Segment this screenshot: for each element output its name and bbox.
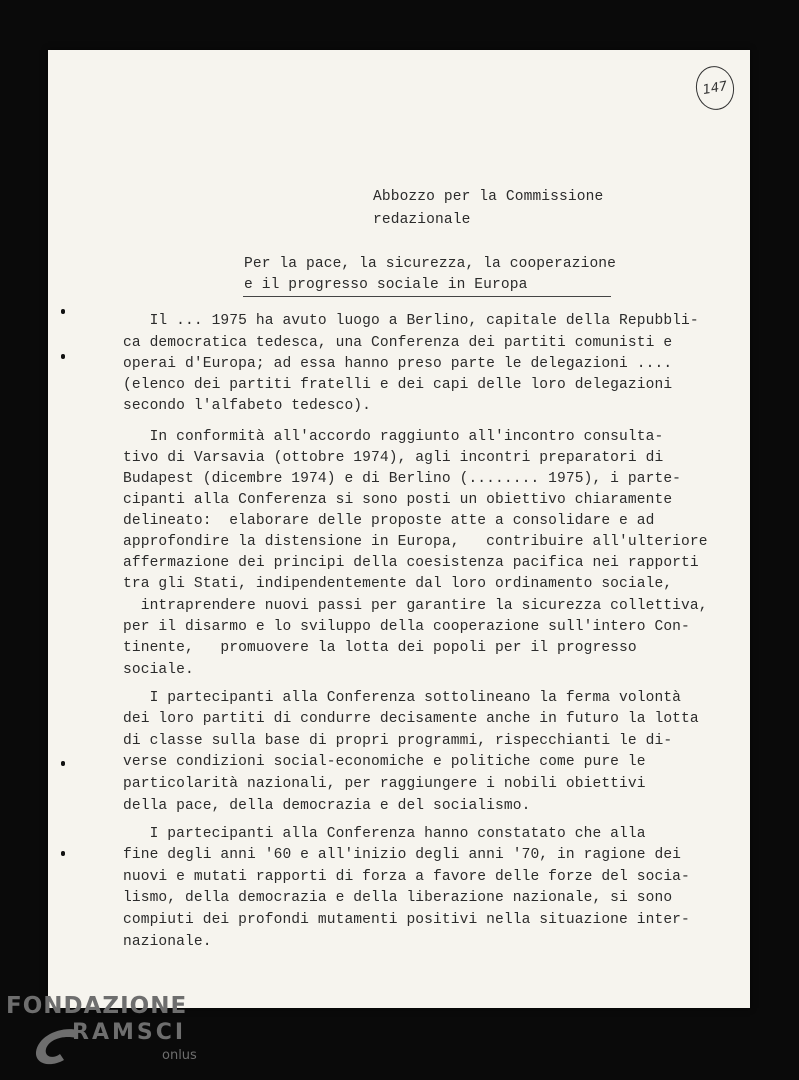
p3-line-3: di classe sulla base di propri programmi, rispecchianti le di-: [123, 733, 673, 749]
punch-mark: [61, 761, 65, 766]
p1-line-1: Il ... 1975 ha avuto luogo a Berlino, capitale della Repubbli-: [123, 313, 699, 329]
header-line-1: Abbozzo per la Commissione: [373, 189, 604, 205]
p2-line-10: per il disarmo e lo sviluppo della cooperazione sull'intero Con-: [123, 619, 690, 635]
p1-line-4: (elenco dei partiti fratelli e dei capi delle loro delegazioni: [123, 377, 673, 393]
p4-line-3: nuovi e mutati rapporti di forza a favore delle forze del socia-: [123, 869, 690, 885]
stamp-number: 147: [701, 78, 729, 98]
punch-mark: [61, 354, 65, 359]
p1-line-5: secondo l'alfabeto tedesco).: [123, 398, 372, 414]
title-line-2: e il progresso sociale in Europa: [244, 277, 528, 293]
punch-mark: [61, 851, 65, 856]
p2-line-9: intraprendere nuovi passi per garantire la sicurezza collettiva,: [123, 598, 708, 614]
p4-line-1: I partecipanti alla Conferenza hanno constatato che alla: [123, 826, 646, 842]
p2-line-3: Budapest (dicembre 1974) e di Berlino (........ 1975), i parte-: [123, 471, 682, 487]
p3-line-4: verse condizioni social-economiche e politiche come pure le: [123, 754, 646, 770]
p3-line-1: I partecipanti alla Conferenza sottolineano la ferma volontà: [123, 690, 682, 706]
p4-line-5: compiuti dei profondi mutamenti positivi nella situazione inter-: [123, 912, 690, 928]
p2-line-7: affermazione dei principi della coesistenza pacifica nei rapporti: [123, 555, 699, 571]
p2-line-4: cipanti alla Conferenza si sono posti un obiettivo chiaramente: [123, 492, 673, 508]
p4-line-4: lismo, della democrazia e della liberazione nazionale, si sono: [123, 890, 673, 906]
p2-line-1: In conformità all'accordo raggiunto all'incontro consulta-: [123, 429, 664, 445]
p4-line-2: fine degli anni '60 e all'inizio degli anni '70, in ragione dei: [123, 847, 682, 863]
p2-line-11: tinente, promuovere la lotta dei popoli per il progresso: [123, 640, 637, 656]
p1-line-2: ca democratica tedesca, una Conferenza dei partiti comunisti e: [123, 335, 673, 351]
p2-line-6: approfondire la distensione in Europa, contribuire all'ulteriore: [123, 534, 708, 550]
p3-line-2: dei loro partiti di condurre decisamente anche in futuro la lotta: [123, 711, 699, 727]
p2-line-5: delineato: elaborare delle proposte atte a consolidare e ad: [123, 513, 655, 529]
watermark-line-3: onlus: [162, 1048, 197, 1063]
title-line-1: Per la pace, la sicurezza, la cooperazione: [244, 256, 617, 272]
p2-line-12: sociale.: [123, 662, 194, 678]
p2-line-8: tra gli Stati, indipendentemente dal loro ordinamento sociale,: [123, 576, 673, 592]
punch-mark: [61, 309, 65, 314]
p3-line-6: della pace, della democrazia e del socialismo.: [123, 798, 531, 814]
watermark-line-1: FONDAZIONE: [6, 993, 188, 1019]
p1-line-3: operai d'Europa; ad essa hanno preso parte le delegazioni ....: [123, 356, 673, 372]
p2-line-2: tivo di Varsavia (ottobre 1974), agli incontri preparatori di: [123, 450, 664, 466]
p4-line-6: nazionale.: [123, 934, 212, 950]
p3-line-5: particolarità nazionali, per raggiungere i nobili obiettivi: [123, 776, 646, 792]
watermark-line-2: RAMSCI: [72, 1020, 187, 1045]
title-underline: [243, 296, 611, 297]
header-line-2: redazionale: [373, 212, 471, 228]
